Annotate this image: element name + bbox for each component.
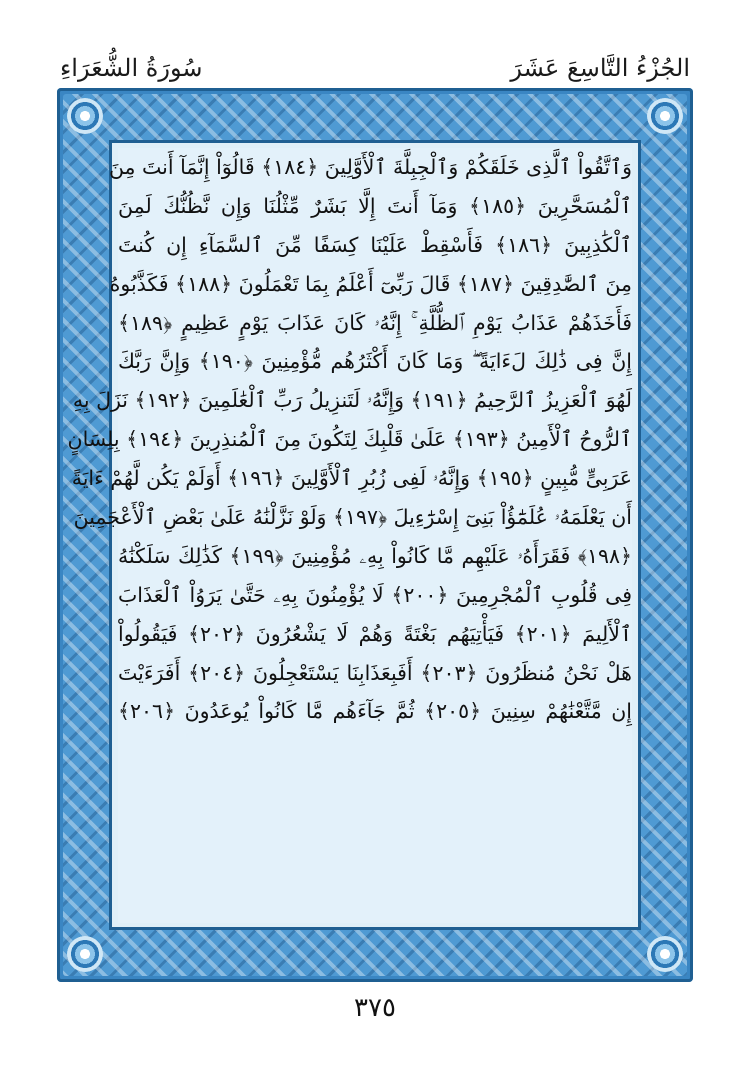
text-line: فِى قُلُوبِ ٱلْمُجْرِمِينَ ﴿٢٠٠﴾ لَا يُؤْمِنُونَ بِهِۦ حَتَّىٰ يَرَوُاْ ٱلْعَذَابَ bbox=[118, 582, 632, 607]
text-line: فَأَخَذَهُمْ عَذَابُ يَوْمِ ٱلظُّلَّةِ ۚ إِنَّهُۥ كَانَ عَذَابَ يَوْمٍ عَظِيمٍ ﴿١٨٩﴾ bbox=[118, 310, 632, 335]
text-line: ٱلْأَلِيمَ ﴿٢٠١﴾ فَيَأْتِيَهُم بَغْتَةً وَهُمْ لَا يَشْعُرُونَ ﴿٢٠٢﴾ فَيَقُولُواْ bbox=[118, 621, 632, 646]
corner-ornament-icon bbox=[67, 98, 103, 134]
text-line: لَهُوَ ٱلْعَزِيزُ ٱلرَّحِيمُ ﴿١٩١﴾ وَإِنَّهُۥ لَتَنزِيلُ رَبِّ ٱلْعَٰلَمِينَ ﴿١٩٢﴾ نَزَلَ بِهِ bbox=[72, 388, 632, 413]
corner-ornament-icon bbox=[647, 98, 683, 134]
corner-ornament-icon bbox=[67, 936, 103, 972]
juz-name: الجُزْءُ التَّاسِعَ عَشَرَ bbox=[510, 54, 690, 82]
text-line: أَن يَعْلَمَهُۥ عُلَمَٰٓؤُاْ بَنِىٓ إِسْرَٰٓءِيلَ ﴿١٩٧﴾ وَلَوْ نَزَّلْنَٰهُ عَلَىٰ بَعْضِ ٱلْأَعْجَمِينَ bbox=[73, 505, 632, 530]
page-number: ٣٧٥ bbox=[354, 993, 396, 1023]
page-header bbox=[60, 48, 690, 88]
text-line: ٱلْكَٰذِبِينَ ﴿١٨٦﴾ فَأَسْقِطْ عَلَيْنَا كِسَفًا مِّنَ ٱلسَّمَآءِ إِن كُنتَ bbox=[118, 232, 632, 257]
text-line: عَرَبِىٍّ مُّبِينٍ ﴿١٩٥﴾ وَإِنَّهُۥ لَفِى زُبُرِ ٱلْأَوَّلِينَ ﴿١٩٦﴾ أَوَلَمْ يَكُن لَّهُمْ ءَايَةً bbox=[71, 466, 632, 491]
text-line: ﴿١٩٨﴾ فَقَرَأَهُۥ عَلَيْهِم مَّا كَانُواْ بِهِۦ مُؤْمِنِينَ ﴿١٩٩﴾ كَذَٰلِكَ سَلَكْنَٰهُ bbox=[118, 543, 632, 568]
text-line: وَٱتَّقُواْ ٱلَّذِى خَلَقَكُمْ وَٱلْجِبِلَّةَ ٱلْأَوَّلِينَ ﴿١٨٤﴾ قَالُوٓاْ إِنَّمَآ أَنتَ مِنَ bbox=[108, 155, 632, 179]
text-line: ٱلرُّوحُ ٱلْأَمِينُ ﴿١٩٣﴾ عَلَىٰ قَلْبِكَ لِتَكُونَ مِنَ ٱلْمُنذِرِينَ ﴿١٩٤﴾ بِلِسَانٍ bbox=[67, 427, 632, 452]
text-line: مِنَ ٱلصَّٰدِقِينَ ﴿١٨٧﴾ قَالَ رَبِّىٓ أَعْلَمُ بِمَا تَعْمَلُونَ ﴿١٨٨﴾ فَكَذَّبُوهُ bbox=[109, 271, 632, 296]
text-line: إِنَّ فِى ذَٰلِكَ لَءَايَةً ۖ وَمَا كَانَ أَكْثَرُهُم مُّؤْمِنِينَ ﴿١٩٠﴾ وَإِنَّ رَبَّكَ bbox=[118, 349, 632, 374]
quran-text-body bbox=[67, 148, 632, 923]
corner-ornament-icon bbox=[647, 936, 683, 972]
text-line: هَلْ نَحْنُ مُنظَرُونَ ﴿٢٠٣﴾ أَفَبِعَذَابِنَا يَسْتَعْجِلُونَ ﴿٢٠٤﴾ أَفَرَءَيْتَ bbox=[118, 660, 632, 685]
text-line: ٱلْمُسَحَّرِينَ ﴿١٨٥﴾ وَمَآ أَنتَ إِلَّا بَشَرٌ مِّثْلُنَا وَإِن نَّظُنُّكَ لَمِنَ bbox=[118, 193, 632, 218]
surah-name: سُورَةُ الشُّعَرَاءِ bbox=[60, 54, 203, 82]
text-line: إِن مَّتَّعْنَٰهُمْ سِنِينَ ﴿٢٠٥﴾ ثُمَّ جَآءَهُم مَّا كَانُواْ يُوعَدُونَ ﴿٢٠٦﴾ bbox=[118, 699, 632, 724]
